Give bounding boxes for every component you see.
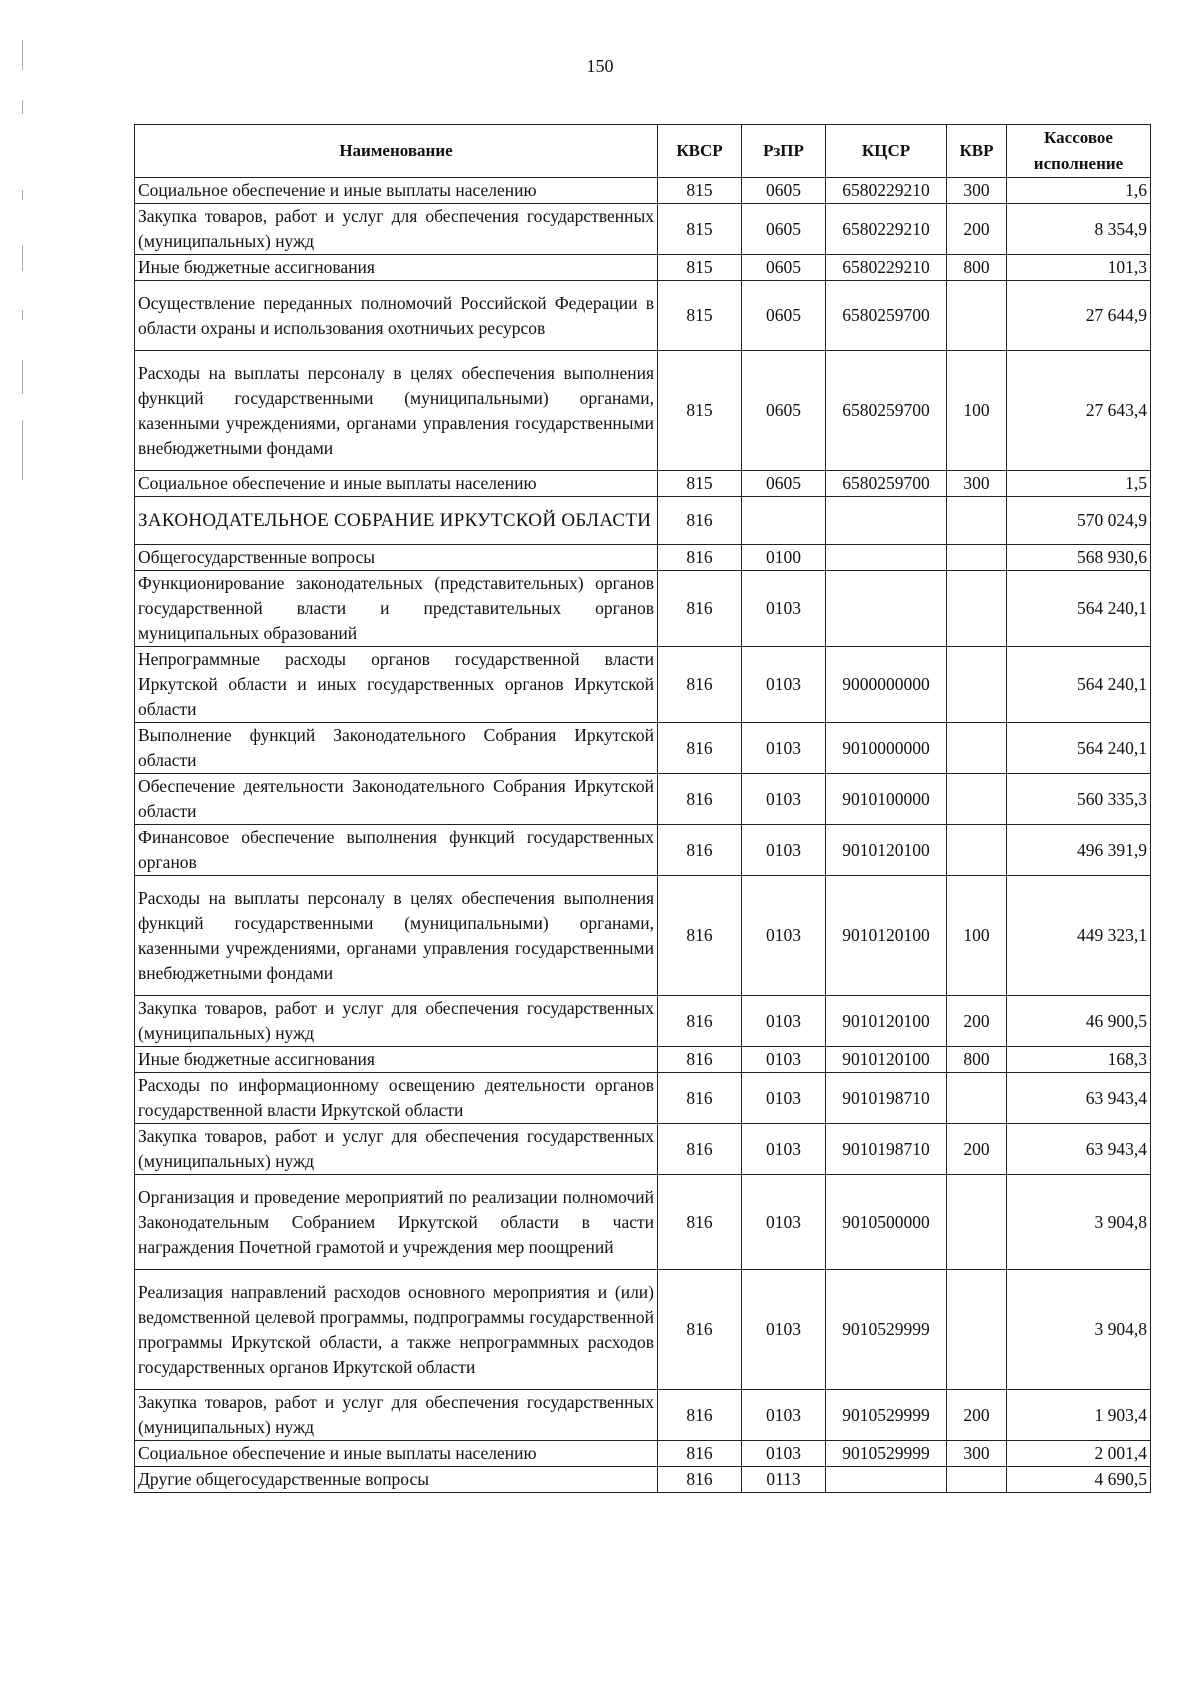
cell-amount: 168,3 <box>1007 1047 1151 1073</box>
cell-name: Расходы на выплаты персоналу в целях обеспечения выполнения функций государственными (муниципальными) органами, казенными учреждениями, органами управления государственными внебюджетными фондами <box>135 351 658 471</box>
table-row <box>135 1124 1151 1175</box>
table-row <box>135 1047 1151 1073</box>
cell-kvr <box>947 774 1007 825</box>
cell-kvsr: 816 <box>658 876 742 996</box>
table-row <box>135 351 1151 471</box>
cell-amount: 8 354,9 <box>1007 204 1151 255</box>
cell-amount: 570 024,9 <box>1007 497 1151 545</box>
cell-rzpr: 0103 <box>742 571 826 647</box>
cell-amount: 568 930,6 <box>1007 545 1151 571</box>
cell-kcsr: 9010100000 <box>826 774 947 825</box>
cell-kvr <box>947 545 1007 571</box>
table-row <box>135 1390 1151 1441</box>
cell-kvsr: 816 <box>658 1441 742 1467</box>
cell-amount: 564 240,1 <box>1007 723 1151 774</box>
cell-kcsr: 9010120100 <box>826 876 947 996</box>
cell-kvsr: 816 <box>658 545 742 571</box>
cell-name: Закупка товаров, работ и услуг для обеспечения государственных (муниципальных) нужд <box>135 1390 658 1441</box>
cell-amount: 46 900,5 <box>1007 996 1151 1047</box>
cell-rzpr: 0103 <box>742 825 826 876</box>
cell-kvsr: 816 <box>658 497 742 545</box>
cell-kvsr: 816 <box>658 1270 742 1390</box>
table-row <box>135 774 1151 825</box>
table-row <box>135 647 1151 723</box>
cell-name: Непрограммные расходы органов государственной власти Иркутской области и иных государственных органов Иркутской области <box>135 647 658 723</box>
cell-kvsr: 815 <box>658 255 742 281</box>
cell-name: Осуществление переданных полномочий Российской Федерации в области охраны и использования охотничьих ресурсов <box>135 281 658 351</box>
cell-kvr: 200 <box>947 1124 1007 1175</box>
cell-kvsr: 815 <box>658 178 742 204</box>
cell-rzpr: 0103 <box>742 876 826 996</box>
table-row <box>135 497 1151 545</box>
cell-kcsr: 9010500000 <box>826 1175 947 1270</box>
table-row <box>135 281 1151 351</box>
cell-name: Общегосударственные вопросы <box>135 545 658 571</box>
cell-kvsr: 816 <box>658 1390 742 1441</box>
cell-amount: 63 943,4 <box>1007 1073 1151 1124</box>
cell-kvr <box>947 1467 1007 1493</box>
cell-amount: 3 904,8 <box>1007 1270 1151 1390</box>
cell-kvsr: 816 <box>658 1467 742 1493</box>
cell-kcsr: 6580229210 <box>826 178 947 204</box>
cell-kvsr: 815 <box>658 471 742 497</box>
cell-amount: 564 240,1 <box>1007 571 1151 647</box>
cell-name: Социальное обеспечение и иные выплаты населению <box>135 471 658 497</box>
cell-kvsr: 816 <box>658 571 742 647</box>
cell-kvr: 800 <box>947 1047 1007 1073</box>
cell-kcsr: 9010120100 <box>826 825 947 876</box>
cell-rzpr: 0605 <box>742 351 826 471</box>
scan-edge-marks <box>22 40 34 480</box>
cell-kcsr: 9010529999 <box>826 1441 947 1467</box>
table-row <box>135 178 1151 204</box>
cell-kcsr: 9010529999 <box>826 1390 947 1441</box>
cell-kvr: 100 <box>947 351 1007 471</box>
cell-kvr <box>947 723 1007 774</box>
cell-rzpr: 0605 <box>742 471 826 497</box>
cell-kcsr: 9010000000 <box>826 723 947 774</box>
cell-kvr: 300 <box>947 178 1007 204</box>
cell-kvsr: 816 <box>658 723 742 774</box>
cell-kvr <box>947 647 1007 723</box>
table-row <box>135 723 1151 774</box>
table-row <box>135 471 1151 497</box>
cell-rzpr: 0103 <box>742 774 826 825</box>
cell-rzpr: 0103 <box>742 723 826 774</box>
cell-kvr <box>947 1175 1007 1270</box>
cell-name: Социальное обеспечение и иные выплаты населению <box>135 1441 658 1467</box>
cell-rzpr <box>742 497 826 545</box>
cell-kvsr: 816 <box>658 825 742 876</box>
cell-kvsr: 816 <box>658 1047 742 1073</box>
cell-amount: 496 391,9 <box>1007 825 1151 876</box>
cell-amount: 27 643,4 <box>1007 351 1151 471</box>
cell-rzpr: 0605 <box>742 255 826 281</box>
table-row <box>135 996 1151 1047</box>
cell-rzpr: 0605 <box>742 178 826 204</box>
cell-kcsr: 9010120100 <box>826 996 947 1047</box>
cell-amount: 564 240,1 <box>1007 647 1151 723</box>
cell-kvr <box>947 497 1007 545</box>
cell-rzpr: 0103 <box>742 1390 826 1441</box>
cell-kvr: 800 <box>947 255 1007 281</box>
cell-kvsr: 816 <box>658 1124 742 1175</box>
cell-kcsr: 6580259700 <box>826 281 947 351</box>
cell-amount: 63 943,4 <box>1007 1124 1151 1175</box>
table-row <box>135 1175 1151 1270</box>
cell-rzpr: 0103 <box>742 1124 826 1175</box>
cell-kcsr: 6580229210 <box>826 204 947 255</box>
table-header-row <box>135 125 1151 178</box>
cell-rzpr: 0103 <box>742 1175 826 1270</box>
cell-kcsr: 9000000000 <box>826 647 947 723</box>
cell-kcsr <box>826 497 947 545</box>
cell-amount: 2 001,4 <box>1007 1441 1151 1467</box>
cell-name: Другие общегосударственные вопросы <box>135 1467 658 1493</box>
cell-rzpr: 0103 <box>742 996 826 1047</box>
table-row <box>135 1073 1151 1124</box>
cell-amount: 1,5 <box>1007 471 1151 497</box>
cell-name: Обеспечение деятельности Законодательного Собрания Иркутской области <box>135 774 658 825</box>
table-row <box>135 1441 1151 1467</box>
cell-kcsr: 6580229210 <box>826 255 947 281</box>
cell-name: Организация и проведение мероприятий по реализации полномочий Законодательным Собранием Иркутской области в части награждения Почетной грамотой и учреждения мер поощрений <box>135 1175 658 1270</box>
table-row <box>135 825 1151 876</box>
table-row <box>135 545 1151 571</box>
page-number: 150 <box>586 56 614 76</box>
cell-kvr <box>947 825 1007 876</box>
budget-execution-table <box>134 124 1151 1493</box>
cell-name: Реализация направлений расходов основного мероприятия и (или) ведомственной целевой программы, подпрограммы государственной программы Иркутской области, а также непрограммных расходов государственных органов Иркутской области <box>135 1270 658 1390</box>
column-header-kcsr: КЦСР <box>826 125 947 178</box>
cell-kcsr: 6580259700 <box>826 351 947 471</box>
column-header-name: Наименование <box>135 125 658 178</box>
table-row <box>135 1467 1151 1493</box>
cell-kvr <box>947 281 1007 351</box>
cell-rzpr: 0103 <box>742 1047 826 1073</box>
column-header-rzpr: РзПР <box>742 125 826 178</box>
cell-kvr: 300 <box>947 471 1007 497</box>
column-header-kvr: КВР <box>947 125 1007 178</box>
cell-amount: 101,3 <box>1007 255 1151 281</box>
table-row <box>135 1270 1151 1390</box>
cell-name: Выполнение функций Законодательного Собрания Иркутской области <box>135 723 658 774</box>
cell-name: Финансовое обеспечение выполнения функций государственных органов <box>135 825 658 876</box>
cell-name: ЗАКОНОДАТЕЛЬНОЕ СОБРАНИЕ ИРКУТСКОЙ ОБЛАСТИ <box>135 497 658 545</box>
table-row <box>135 571 1151 647</box>
cell-kvr: 200 <box>947 996 1007 1047</box>
cell-kvr <box>947 1270 1007 1390</box>
cell-kcsr: 9010120100 <box>826 1047 947 1073</box>
cell-kcsr <box>826 571 947 647</box>
column-header-cash-execution: Кассовое исполнение <box>1007 125 1151 178</box>
cell-rzpr: 0605 <box>742 281 826 351</box>
cell-amount: 1 903,4 <box>1007 1390 1151 1441</box>
cell-kvr: 200 <box>947 204 1007 255</box>
cell-name: Функционирование законодательных (представительных) органов государственной власти и представительных органов муниципальных образований <box>135 571 658 647</box>
cell-kvr: 300 <box>947 1441 1007 1467</box>
cell-name: Закупка товаров, работ и услуг для обеспечения государственных (муниципальных) нужд <box>135 204 658 255</box>
cell-rzpr: 0103 <box>742 1270 826 1390</box>
cell-rzpr: 0100 <box>742 545 826 571</box>
cell-rzpr: 0605 <box>742 204 826 255</box>
table-row <box>135 876 1151 996</box>
cell-rzpr: 0103 <box>742 1441 826 1467</box>
cell-kcsr: 9010198710 <box>826 1073 947 1124</box>
cell-kcsr <box>826 545 947 571</box>
cell-name: Иные бюджетные ассигнования <box>135 1047 658 1073</box>
cell-kvr: 100 <box>947 876 1007 996</box>
cell-amount: 4 690,5 <box>1007 1467 1151 1493</box>
cell-kvr <box>947 571 1007 647</box>
cell-amount: 1,6 <box>1007 178 1151 204</box>
cell-name: Иные бюджетные ассигнования <box>135 255 658 281</box>
cell-kcsr: 9010198710 <box>826 1124 947 1175</box>
cell-kvsr: 816 <box>658 996 742 1047</box>
cell-kvsr: 816 <box>658 1175 742 1270</box>
table-row <box>135 255 1151 281</box>
cell-kvr: 200 <box>947 1390 1007 1441</box>
table-row <box>135 204 1151 255</box>
cell-name: Расходы по информационному освещению деятельности органов государственной власти Иркутской области <box>135 1073 658 1124</box>
cell-rzpr: 0113 <box>742 1467 826 1493</box>
column-header-kvsr: КВСР <box>658 125 742 178</box>
cell-rzpr: 0103 <box>742 647 826 723</box>
cell-kvr <box>947 1073 1007 1124</box>
cell-amount: 27 644,9 <box>1007 281 1151 351</box>
cell-kcsr <box>826 1467 947 1493</box>
cell-kvsr: 816 <box>658 647 742 723</box>
cell-name: Расходы на выплаты персоналу в целях обеспечения выполнения функций государственными (муниципальными) органами, казенными учреждениями, органами управления государственными внебюджетными фондами <box>135 876 658 996</box>
cell-name: Закупка товаров, работ и услуг для обеспечения государственных (муниципальных) нужд <box>135 1124 658 1175</box>
cell-rzpr: 0103 <box>742 1073 826 1124</box>
cell-kcsr: 9010529999 <box>826 1270 947 1390</box>
cell-name: Социальное обеспечение и иные выплаты населению <box>135 178 658 204</box>
cell-kvsr: 816 <box>658 774 742 825</box>
cell-kcsr: 6580259700 <box>826 471 947 497</box>
cell-kvsr: 815 <box>658 281 742 351</box>
cell-amount: 3 904,8 <box>1007 1175 1151 1270</box>
cell-kvsr: 815 <box>658 351 742 471</box>
cell-kvsr: 815 <box>658 204 742 255</box>
cell-amount: 449 323,1 <box>1007 876 1151 996</box>
cell-amount: 560 335,3 <box>1007 774 1151 825</box>
cell-name: Закупка товаров, работ и услуг для обеспечения государственных (муниципальных) нужд <box>135 996 658 1047</box>
cell-kvsr: 816 <box>658 1073 742 1124</box>
